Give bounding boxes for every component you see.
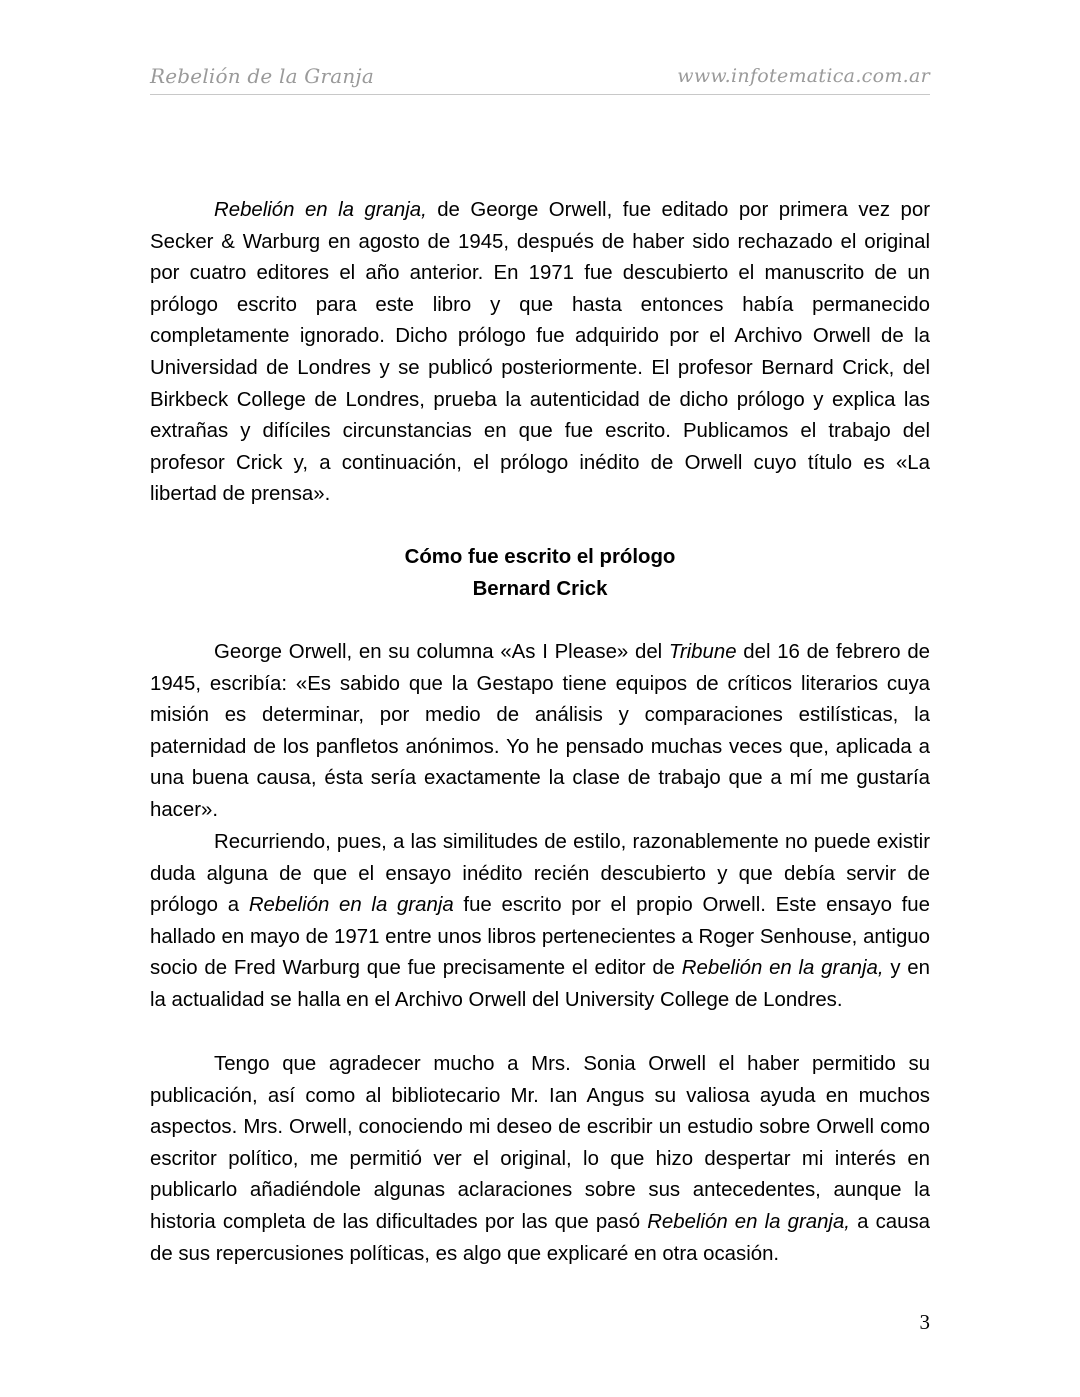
paragraph4-text-2: a causa de sus repercusiones políticas, es algo que explicaré en otra ocasión. <box>150 1210 930 1265</box>
section-author: Bernard Crick <box>472 578 608 600</box>
section-heading: Cómo fue escrito el prólogo <box>404 546 676 568</box>
paragraph-acknowledgements <box>150 1049 930 1270</box>
paragraph4-text-1: Tengo que agradecer mucho a Mrs. Sonia Orwell el haber permitido su publicación, así como al bibliotecario Mr. Ian Angus su valiosa ayuda en muchos aspectos. Mrs. Orwell, conociendo mi deseo de escribir un estudio sobre Orwell como escritor político, me permitió ver el original, lo que hizo despertar mi interés en publicarlo añadiéndole algunas aclaraciones sobre sus antecedentes, aunque la historia completa de las dificultades por las que pasó <box>150 1053 930 1233</box>
tribune-title: Tribune <box>668 641 737 663</box>
paragraph3-text-2: fue escrito por el propio Orwell. Este ensayo fue hallado en mayo de 1971 entre unos libros pertenecientes a Roger Senhouse, antiguo socio de Fred Warburg que fue precisamente el editor de <box>150 894 930 980</box>
header-book-title: Rebelión de la Granja <box>150 64 374 88</box>
paragraph3-book-title-2: Rebelión en la granja, <box>681 957 884 980</box>
intro-book-title: Rebelión en la granja, <box>214 199 427 221</box>
paragraph3-text-1: Recurriendo, pues, a las similitudes de estilo, razonablemente no puede existir duda alguna de que el ensayo inédito recién descubierto y que debía servir de prólogo a <box>150 831 930 917</box>
page-header <box>150 64 930 95</box>
paragraph2-text-1: George Orwell, en su columna «As I Please» del <box>214 641 669 663</box>
paragraph4-book-title: Rebelión en la granja, <box>647 1210 850 1233</box>
page-number: 3 <box>919 1310 930 1334</box>
intro-text: de George Orwell, fue editado por primera vez por Secker & Warburg en agosto de 1945, después de haber sido rechazado el original por cuatro editores el año anterior. En 1971 fue descubierto el manuscrito de un prólogo escrito para este libro y que hasta entonces había permanecido completamente ignorado. Dicho prólogo fue adquirido por el Archivo Orwell de la Universidad de Londres y se publicó posteriormente. El profesor Bernard Crick, del Birkbeck College de Londres, prueba la autenticidad de dicho prólogo y explica las extrañas y difíciles circunstancias en que fue escrito. Publicamos el trabajo del profesor Crick y, a continuación, el prólogo inédito de Orwell cuyo título es «La libertad de prensa». <box>150 199 930 506</box>
header-website[interactable]: www.infotematica.com.ar <box>677 65 930 87</box>
paragraph-orwell-column <box>150 637 930 827</box>
intro-paragraph <box>150 195 930 511</box>
paragraph3-text-3: y en la actualidad se halla en el Archivo Orwell del University College de Londres. <box>150 957 930 1011</box>
paragraph-style-similarities <box>150 827 930 1017</box>
paragraph3-book-title-1: Rebelión en la granja <box>248 894 454 917</box>
paragraph2-text-2: del 16 de febrero de 1945, escribía: «Es sabido que la Gestapo tiene equipos de críticos literarios cuya misión es determinar, por medio de análisis y comparaciones estilísticas, la paternidad de los panfletos anónimos. Yo he pensado muchas veces que, aplicada a una buena causa, ésta sería exactamente la clase de trabajo que a mí me gustaría hacer». <box>150 641 931 821</box>
